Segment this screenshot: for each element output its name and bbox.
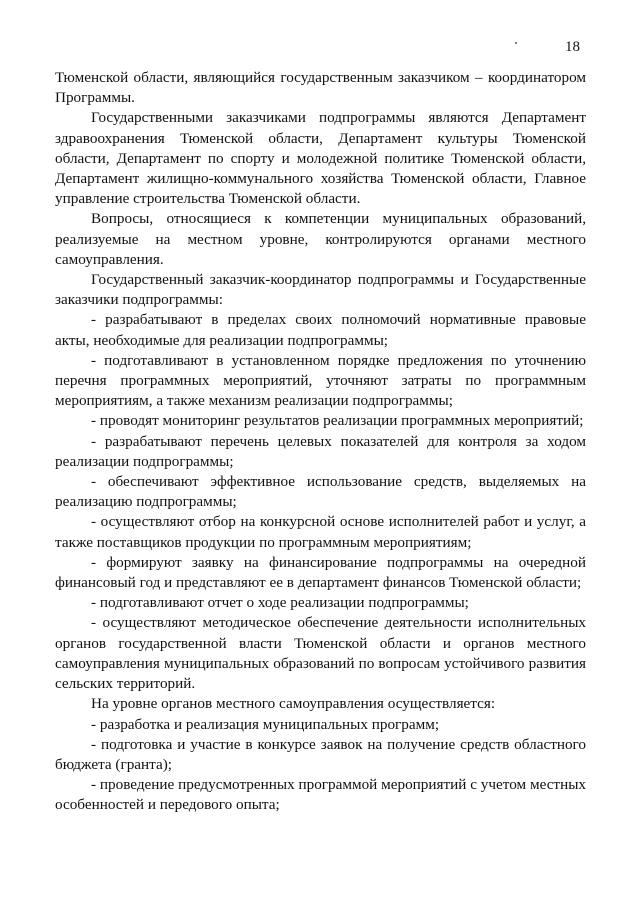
list-item: - формируют заявку на финансирование подпрограммы на очередной финансовый год и представляют ее в департамент финансов Тюменской области;: [55, 553, 586, 592]
paragraph-local-level: На уровне органов местного самоуправления осуществляется:: [91, 695, 496, 713]
scan-dot: [515, 42, 517, 44]
document-body: [55, 68, 586, 816]
list-item: - обеспечивают эффективное использование средств, выделяемых на реализацию подпрограммы;: [55, 473, 586, 511]
list-item: - разрабатывают перечень целевых показателей для контроля за ходом реализации подпрограммы;: [55, 432, 586, 470]
list-item: - осуществляют методическое обеспечение деятельности исполнительных органов государственной власти Тюменской области и органов местного самоуправления муниципальных образований по вопросам устойчивого развития сельских территорий.: [55, 614, 586, 693]
list-item: - осуществляют отбор на конкурсной основе исполнителей работ и услуг, а также поставщиков продукции по программным мероприятиям;: [55, 513, 586, 551]
list-item: - проведение предусмотренных программой мероприятий с учетом местных особенностей и передового опыта;: [55, 776, 586, 814]
list-item: - проводят мониторинг результатов реализации программных мероприятий;: [91, 412, 584, 430]
list-item: - разрабатывают в пределах своих полномочий нормативные правовые акты, необходимые для реализации подпрограммы;: [55, 311, 586, 349]
list-item: - подготавливают в установленном порядке предложения по уточнению перечня программных мероприятий, уточняют затраты по программным мероприятиям, а также механизм реализации подпрограммы;: [55, 351, 586, 410]
list-item: - подготовка и участие в конкурсе заявок на получение средств областного бюджета (гранта);: [55, 735, 586, 773]
list-item: - подготавливают отчет о ходе реализации подпрограммы;: [91, 594, 469, 612]
list-item: - разработка и реализация муниципальных программ;: [91, 715, 440, 733]
paragraph-4: Государственный заказчик-координатор подпрограммы и Государственные заказчики подпрограммы:: [55, 271, 586, 309]
paragraph-2: Государственными заказчиками подпрограммы являются Департамент здравоохранения Тюменской области, Департамент культуры Тюменской области, Департамент по спорту и молодежной политике Тюменской области, Департамент жилищно-коммунального хозяйства Тюменской области, Главное управление строительства Тюменской области.: [55, 109, 586, 208]
paragraph-3: Вопросы, относящиеся к компетенции муниципальных образований, реализуемые на местном уровне, контролируются органами местного самоуправления.: [55, 210, 586, 268]
paragraph-1: Тюменской области, являющийся государственным заказчиком – координатором Программы.: [55, 69, 586, 107]
page-number: 18: [565, 39, 580, 55]
